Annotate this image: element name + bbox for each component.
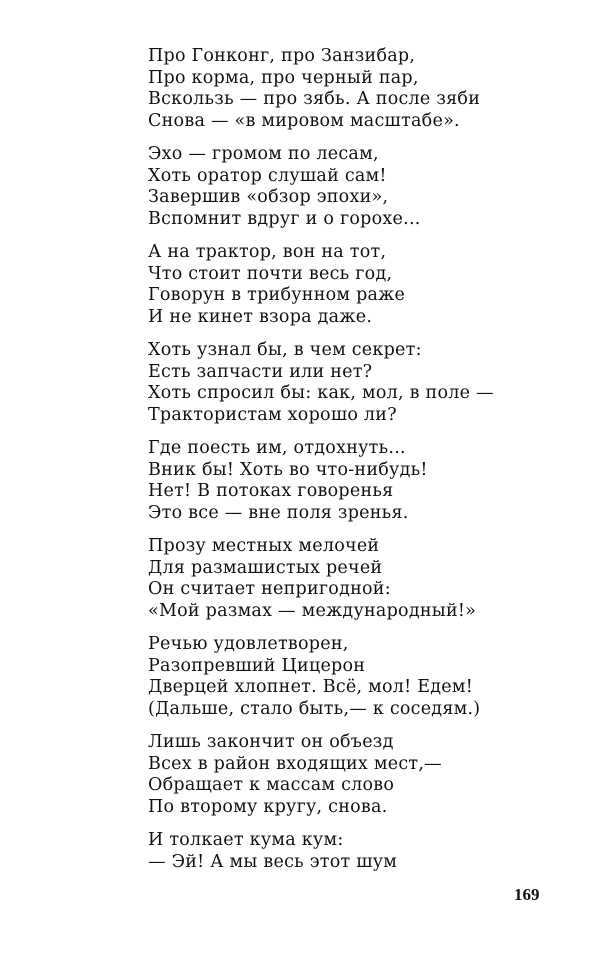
poem-line: Вспомнит вдруг и о горохе...	[148, 208, 421, 229]
stanza-5	[148, 438, 568, 536]
poem-line: Хоть узнал бы, в чем секрет:	[148, 340, 422, 360]
poem-line: Эхо — громом по лесам,	[148, 144, 379, 164]
poem-line: Обращает к массам слово	[148, 775, 395, 795]
poem-line: — Эй! А мы весь этот шум	[148, 851, 398, 872]
poem-line: Это все — вне поля зренья.	[148, 502, 409, 523]
poem-line: Для размашистых речей	[148, 557, 383, 578]
stanza-3	[148, 242, 568, 340]
poem-line: Лишь закончит он объезд	[148, 732, 394, 752]
poem-line: Дверцей хлопнет. Всё, мол! Едем!	[148, 677, 474, 697]
poem-line: По второму кругу, снова.	[148, 796, 388, 817]
poem-line: Речью удовлетворен,	[148, 634, 349, 654]
poem-line: Вскользь — про зябь. А после зяби	[148, 89, 481, 109]
poem-line: Прозу местных мелочей	[148, 536, 380, 556]
poem-line: Завершив «обзор эпохи»,	[148, 187, 389, 207]
stanza-9	[148, 830, 568, 928]
poem-line: И не кинет взора даже.	[148, 306, 373, 327]
poem-line: Нет! В потоках говоренья	[148, 481, 394, 501]
poem-line: Трактористам хорошо ли?	[148, 404, 397, 425]
poem-line: Разопревший Цицерон	[148, 655, 366, 676]
poem-line: Где поесть им, отдохнуть...	[148, 438, 406, 458]
poem-line: Что стоит почти весь год,	[148, 263, 393, 284]
stanza-1	[148, 46, 568, 144]
poem-line: Всех в район входящих мест,—	[148, 753, 442, 774]
poem-line: «Мой размах — международный!»	[148, 600, 477, 621]
poem-line: Есть запчасти или нет?	[148, 361, 373, 382]
poem-line: И толкает кума кум:	[148, 830, 344, 850]
poem-line: А на трактор, вон на тот,	[148, 242, 387, 262]
poem-line: Говорун в трибунном раже	[148, 285, 406, 305]
poem-text	[148, 46, 568, 928]
stanza-8	[148, 732, 568, 830]
stanza-4	[148, 340, 568, 438]
poem-line: Про корма, про черный пар,	[148, 67, 419, 88]
stanza-6	[148, 536, 568, 634]
poem-line: Про Гонконг, про Занзибар,	[148, 46, 416, 66]
page-number: 169	[514, 885, 540, 904]
poem-line: Хоть оратор слушай сам!	[148, 165, 387, 186]
stanza-7	[148, 634, 568, 732]
poem-line: Он считает непригодной:	[148, 579, 391, 599]
poem-line: Вник бы! Хоть во что-нибудь!	[148, 459, 428, 480]
poem-line: Хоть спросил бы: как, мол, в поле —	[148, 383, 494, 403]
poem-line: Снова — «в мировом масштабе».	[148, 110, 460, 131]
poem-line: (Дальше, стало быть,— к соседям.)	[148, 698, 481, 719]
stanza-2	[148, 144, 568, 242]
